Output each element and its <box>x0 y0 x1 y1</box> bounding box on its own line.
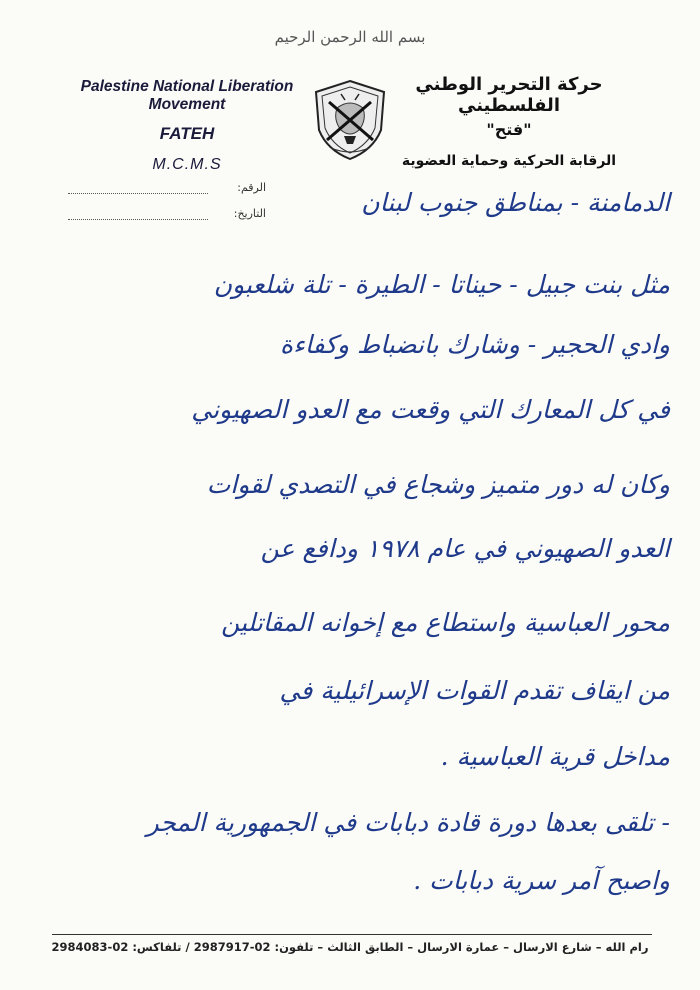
english-mcms: M.C.M.S <box>152 156 222 173</box>
basmala-header: بسم الله الرحمن الرحيم <box>274 28 426 46</box>
date-label: التاريخ: <box>233 207 266 220</box>
handwritten-line: وادي الحجير - وشارك بانضباط وكفاءة <box>280 330 670 359</box>
arabic-org-name: حركة التحرير الوطني الفلسطيني <box>415 74 603 116</box>
handwritten-line: واصبح آمر سرية دبابات . <box>413 866 670 895</box>
number-label: الرقم: <box>237 181 266 194</box>
footer-divider <box>52 934 652 935</box>
handwritten-line: في كل المعارك التي وقعت مع العدو الصهيوني <box>191 395 670 424</box>
english-letterhead <box>52 78 322 174</box>
handwritten-line: مداخل قرية العباسية . <box>440 742 670 771</box>
handwritten-line: - تلقى بعدها دورة قادة دبابات في الجمهورية المجر <box>146 808 670 837</box>
handwritten-line: وكان له دور متميز وشجاع في التصدي لقوات <box>206 470 670 499</box>
handwritten-line: محور العباسية واستطاع مع إخوانه المقاتلين <box>221 608 670 637</box>
english-fateh: FATEH <box>159 124 215 143</box>
handwritten-line: من ايقاف تقدم القوات الإسرائيلية في <box>279 676 670 705</box>
english-org-name: Palestine National Liberation Movement <box>80 78 294 113</box>
handwritten-line: مثل بنت جبيل - حيناتا - الطيرة - تلة شلعبون <box>213 270 670 299</box>
arabic-department: الرقابة الحركية وحماية العضوية <box>401 153 617 169</box>
arabic-letterhead <box>364 74 654 169</box>
handwritten-line: العدو الصهيوني في عام ١٩٧٨ ودافع عن <box>260 534 670 563</box>
arabic-fateh: "فتح" <box>486 120 532 139</box>
footer-address: رام الله – شارع الارسال – عمارة الارسال – الطابق الثالث – تلفون: 02-2987917 / تلفاكس: 02-2984083 <box>51 940 649 954</box>
handwritten-line: الدمامنة - بمناطق جنوب لبنان <box>361 188 670 217</box>
